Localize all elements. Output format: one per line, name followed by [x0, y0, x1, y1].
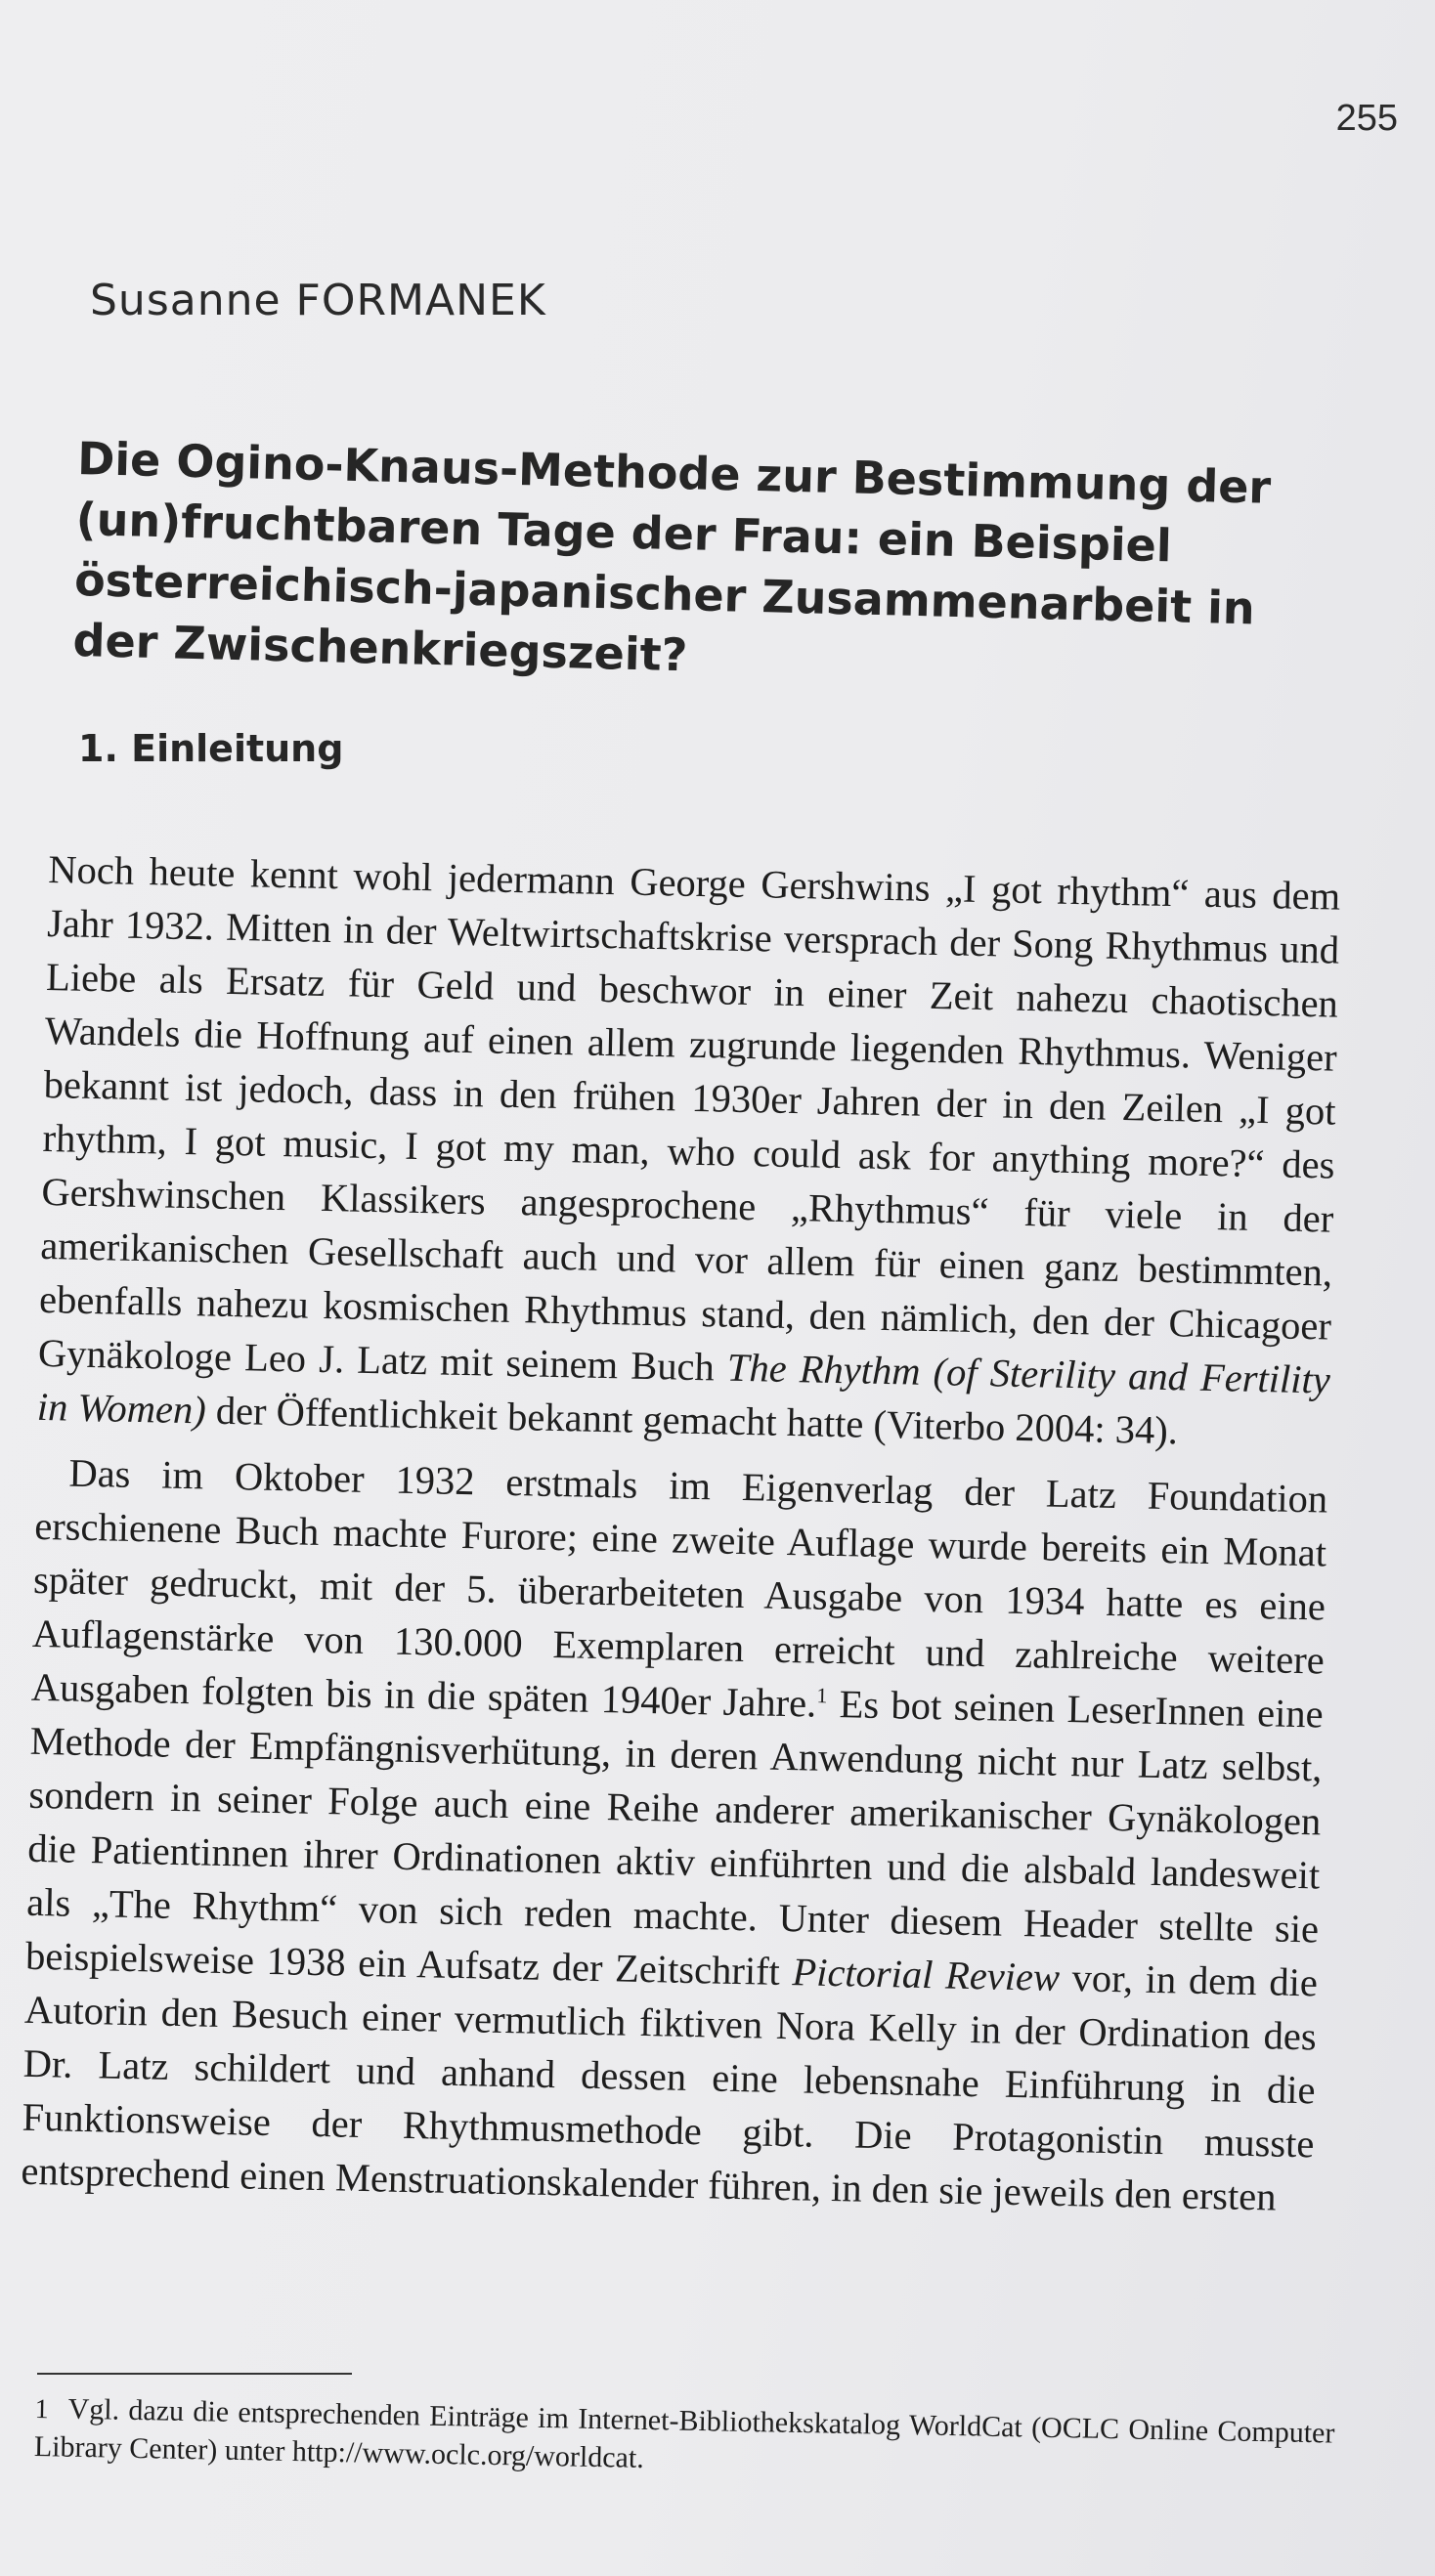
book-title-italic: The Rhythm (of Sterility and Fertility in Women)	[36, 1345, 1331, 1433]
paragraph-2-text-middle: Es bot seinen LeserInnen eine Methode der Empfängnisverhütung, in deren Anwendung nicht nur Latz selbst, sondern in seiner Folge auch eine Reihe anderer amerikanischer Gynäkologen die Patientinnen ihrer Ordinationen aktiv einführten und die alsbald landesweit als „The Rhythm“ von sich reden machte. Unter diesem Header stellte sie beispielsweise 1938 ein Aufsatz der Zeitschrift	[24, 1681, 1325, 1995]
article-title: Die Ogino-Knaus-Methode zur Bestimmung der (un)fruchtbaren Tage der Frau: ein Beispiel österreichisch-japanischer Zusammenarbeit in der Zwischenkriegszeit?	[72, 431, 1272, 682]
paragraph-1-text-start: Noch heute kennt wohl jedermann George Gershwins „I got rhythm“ aus dem Jahr 1932. Mitten in der Weltwirtschaftskrise versprach der Song Rhythmus und Liebe als Ersatz für Geld und beschwor in einer Zeit nahezu chaotischen Wandels die Hoffnung auf einen allem zugrunde liegenden Rhythmus. Weniger bekannt ist jedoch, dass in den frühen 1930er Jahren der in den Zeilen „I got rhythm, I got music, I got my man, who could ask for anything more?“ des Gershwinschen Klassikers angesprochene „Rhythmus“ für viele in der amerikanischen Gesellschaft auch und vor allem für einen ganz bestimmten, ebenfalls nahezu kosmischen Rhythmus stand, den nämlich, den der Chicagoer Gynäkologe Leo J. Latz mit seinem Buch	[37, 846, 1341, 1390]
footnote-number: 1	[34, 2393, 49, 2426]
author-name: Susanne FORMANEK	[90, 276, 546, 325]
paragraph-2	[21, 1445, 1328, 2225]
paragraph-2-text-start: Das im Oktober 1932 erstmals im Eigenverlag der Latz Foundation erschienene Buch machte Furore; eine zweite Auflage wurde bereits ein Monat später gedruckt, mit der 5. überarbeiteten Ausgabe von 1934 hatte es eine Auflagenstärke von 130.000 Exemplaren erreicht und zahlreiche weitere Ausgaben folgten bis in die späten 1940er Jahre.	[30, 1450, 1328, 1726]
footnote	[34, 2390, 1335, 2491]
footnote-divider	[37, 2373, 352, 2375]
paragraph-2-text-end: vor, in dem die Autorin den Besuch einer vermutlich fiktiven Nora Kelly in der Ordination des Dr. Latz schildert und anhand dessen eine lebensnahe Einführung in die Funktionsweise der Rhythmusmethode gibt. Die Protagonistin musste entsprechend einen Menstruationskalender führen, in den sie jeweils den ersten	[21, 1954, 1319, 2219]
footnote-reference[interactable]: 1	[816, 1683, 828, 1708]
paragraph-1-text-end: der Öffentlichkeit bekannt gemacht hatte (Viterbo 2004: 34).	[205, 1388, 1179, 1453]
paragraph-1	[36, 842, 1340, 1461]
footnote-text: Vgl. dazu die entsprechenden Einträge im Internet-Bibliothekskatalog WorldCat (OCLC Online Computer Library Center) unter http://www.oclc.org/worldcat.	[33, 2392, 1335, 2474]
journal-title-italic: Pictorial Review	[792, 1950, 1061, 1999]
section-heading: 1. Einleitung	[78, 727, 344, 770]
body-text	[21, 842, 1341, 2236]
page-number: 255	[1335, 98, 1398, 139]
